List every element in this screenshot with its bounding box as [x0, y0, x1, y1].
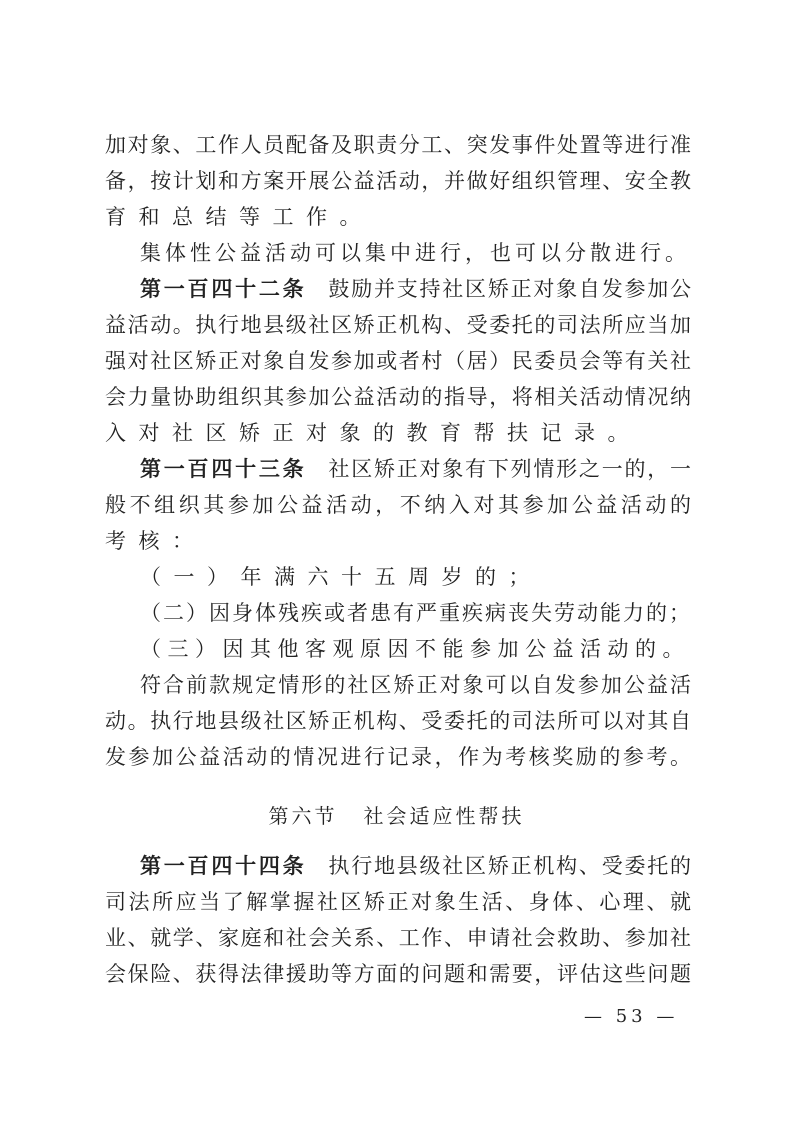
- line-text: 益活动。执行地县级社区矫正机构、受委托的司法所应当加: [105, 313, 691, 337]
- section-title: 社会适应性帮扶: [363, 804, 525, 828]
- text-line: [105, 203, 691, 231]
- text-line: [140, 852, 691, 880]
- text-line: [140, 599, 691, 627]
- page-number: — 53 —: [584, 1006, 679, 1027]
- line-text: （三）因其他客观原因不能参加公益活动的。: [140, 637, 690, 661]
- text-line: [105, 527, 691, 555]
- text-line: [105, 311, 691, 339]
- text-line: [105, 707, 691, 735]
- text-line: [105, 419, 691, 447]
- article-number: 第一百四十三条: [140, 457, 307, 481]
- line-text: （二）因身体残疾或者患有严重疾病丧失劳动能力的；: [140, 601, 692, 625]
- section-heading: [0, 800, 793, 829]
- text-line: [105, 383, 691, 411]
- line-text: 社区矫正对象有下列情形之一的，一: [328, 457, 692, 481]
- text-line: [140, 239, 691, 267]
- text-line: [105, 491, 691, 519]
- line-text: 般不组织其参加公益活动，不纳入对其参加公益活动的: [105, 493, 691, 517]
- text-line: [105, 924, 691, 952]
- line-text: 执行地县级社区矫正机构、受委托的: [328, 854, 692, 878]
- line-text: （一）年满六十五周岁的；: [140, 565, 542, 589]
- line-text: 备，按计划和方案开展公益活动，并做好组织管理、安全教: [105, 169, 691, 193]
- text-line: [105, 743, 691, 771]
- line-text: 强对社区矫正对象自发参加或者村（居）民委员会等有关社: [105, 349, 691, 373]
- text-line: [140, 275, 691, 303]
- line-text: 鼓励并支持社区矫正对象自发参加公: [328, 277, 692, 301]
- text-line: [140, 455, 691, 483]
- line-text: 业、就学、家庭和社会关系、工作、申请社会救助、参加社: [105, 926, 691, 950]
- text-line: [105, 960, 691, 988]
- text-line: [105, 131, 691, 159]
- text-line: [140, 671, 691, 699]
- line-text: 会保险、获得法律援助等方面的问题和需要，评估这些问题: [105, 962, 691, 986]
- text-line: [105, 347, 691, 375]
- article-number: 第一百四十二条: [140, 277, 307, 301]
- section-number: 第六节: [268, 804, 338, 828]
- text-line: [140, 635, 691, 663]
- line-text: 入对社区矫正对象的教育帮扶记录。: [105, 421, 641, 445]
- line-text: 集体性公益活动可以集中进行，也可以分散进行。: [140, 241, 690, 265]
- article-number: 第一百四十四条: [140, 854, 307, 878]
- line-text: 加对象、工作人员配备及职责分工、突发事件处置等进行准: [105, 133, 691, 157]
- line-text: 发参加公益活动的情况进行记录，作为考核奖励的参考。: [105, 745, 691, 769]
- line-text: 育和总结等工作。: [105, 205, 373, 229]
- line-text: 动。执行地县级社区矫正机构、受委托的司法所可以对其自: [105, 709, 691, 733]
- text-line: [105, 888, 691, 916]
- text-line: [105, 167, 691, 195]
- line-text: 会力量协助组织其参加公益活动的指导，将相关活动情况纳: [105, 385, 691, 409]
- line-text: 司法所应当了解掌握社区矫正对象生活、身体、心理、就: [105, 890, 691, 914]
- line-text: 考核：: [105, 529, 206, 553]
- text-line: [140, 563, 691, 591]
- line-text: 符合前款规定情形的社区矫正对象可以自发参加公益活: [140, 673, 691, 697]
